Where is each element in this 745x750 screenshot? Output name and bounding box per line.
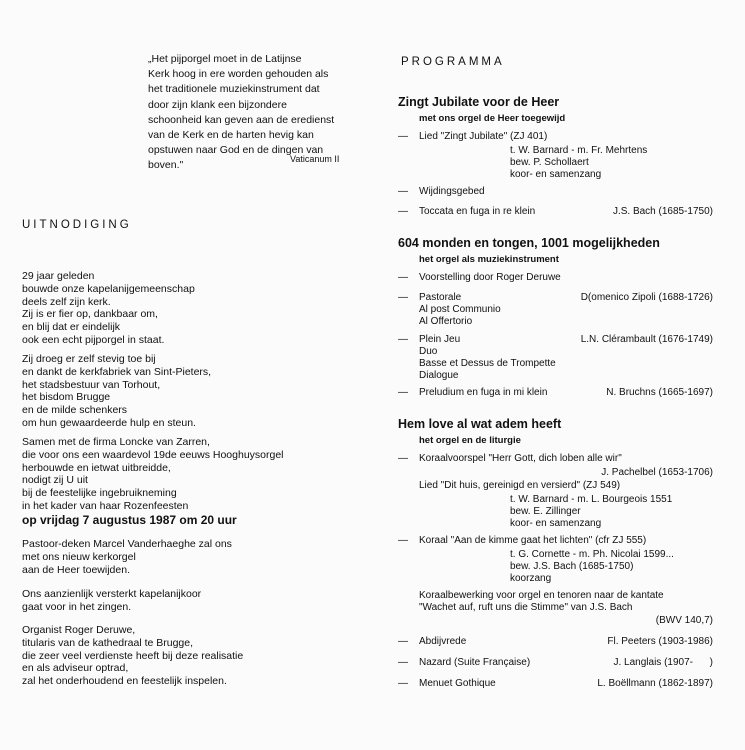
program-item-koraalvoorspel [398,453,713,481]
item-line: Koraalbewerking voor orgel en tenoren naar de kantate [419,590,664,601]
text-line: en dankt de kerkfabriek van Sint-Pieters, [22,365,212,378]
program-item-lied-1 [398,131,713,191]
item-line: Basse et Dessus de Trompette [419,358,556,369]
dash: — [398,657,408,668]
item-title: Abdijvrede [419,636,467,647]
section-3-title: Hem love al wat adem heeft [398,417,562,431]
program-item-plein-jeu [398,334,713,384]
text-line: die voor ons een waardevol 19de eeuws Hooghuysorgel [22,448,284,461]
quote-line: boven." [148,159,184,172]
item-composer: L. Boëllmann (1862-1897) [597,678,713,689]
section-2-title: 604 monden en tongen, 1001 mogelijkheden [398,236,660,250]
item-line: bew. J.S. Bach (1685-1750) [510,561,634,572]
quote-line: opstuwen naar God en de dingen van [148,144,324,157]
text-line: deels zelf zijn kerk. [22,295,111,308]
item-title: Pastorale [419,292,462,303]
dash: — [398,131,408,142]
item-line: t. G. Cornette - m. Ph. Nicolai 1599... [510,549,674,560]
program-heading: PROGRAMMA [401,56,505,68]
quote-line: van de Kerk en de harten hevig kan [148,129,314,142]
paragraph-2 [22,353,342,430]
item-line: bew. E. Zillinger [510,506,581,517]
program-item-koraal [398,535,713,585]
item-composer: J. Langlais (1907- ) [613,657,713,668]
text-line: bouwde onze kapelanijgemeenschap [22,282,195,295]
item-title: Lied "Dit huis, gereinigd en versierd" (ZJ 549) [419,480,621,491]
item-line: bew. P. Schollaert [510,157,589,168]
item-line: "Wachet auf, ruft uns die Stimme" van J.S. Bach [419,602,633,613]
item-title: Nazard (Suite Française) [419,657,531,668]
item-line: Al post Communio [419,304,501,315]
item-composer: L.N. Clérambault (1676-1749) [580,334,713,345]
item-title: Preludium en fuga in mi klein [419,387,548,398]
paragraph-3 [22,436,342,513]
text-line: met ons nieuw kerkorgel [22,550,136,563]
section-1-title: Zingt Jubilate voor de Heer [398,95,560,109]
item-title: Wijdingsgebed [419,186,485,197]
dash: — [398,453,408,464]
quote-line: door zijn klank een bijzondere [148,98,287,111]
text-line: Zij is er fier op, dankbaar om, [22,308,158,321]
section-1-subtitle: met ons orgel de Heer toegewijd [419,113,566,124]
text-line: om hun gewaardeerde hulp en steun. [22,416,196,429]
dash: — [398,535,408,546]
dash: — [398,334,408,345]
dash: — [398,272,408,283]
item-title: Koraalvoorspel "Herr Gott, dich loben alle wir" [419,453,622,464]
text-line: aan de Heer toewijden. [22,563,130,576]
quote-line: het traditionele muziekinstrument dat [148,83,320,96]
item-line: t. W. Barnard - m. L. Bourgeois 1551 [510,494,673,505]
text-line: nodigt zij U uit [22,474,88,487]
text-line: gaat voor in het zingen. [22,600,132,613]
item-composer: Fl. Peeters (1903-1986) [607,636,713,647]
paragraph-6 [22,624,342,688]
quote-line: „Het pijporgel moet in de Latijnse [148,53,302,65]
item-title: Plein Jeu [419,334,461,345]
text-line: ook een echt pijporgel in staat. [22,333,165,346]
item-reference: (BWV 140,7) [655,615,713,626]
text-line: het bisdom Brugge [22,391,111,404]
text-line: en blij dat er eindelijk [22,321,121,334]
dash: — [398,678,408,689]
item-line: koor- en samenzang [510,169,602,180]
section-2-subtitle: het orgel als muziekinstrument [419,254,559,265]
text-line: titularis van de kathedraal te Brugge, [22,636,194,649]
dash: — [398,206,408,217]
program-item-pastorale [398,292,713,332]
text-line: die zeer veel verdienste heeft bij deze realisatie [22,649,244,662]
item-composer: J.S. Bach (1685-1750) [612,206,713,217]
dash: — [398,387,408,398]
dash: — [398,292,408,303]
text-line: Samen met de firma Loncke van Zarren, [22,436,210,448]
text-line: in het kader van haar Rozenfeesten [22,499,189,512]
quote-line: schoonheid kan geven aan de eredienst [148,113,335,126]
program-item-lied-2 [398,480,713,530]
dash: — [398,186,408,197]
quote-line: Kerk hoog in ere worden gehouden als [148,68,329,81]
section-3-subtitle: het orgel en de liturgie [419,435,521,446]
text-line: Zij droeg er zelf stevig toe bij [22,353,156,365]
text-line: herbouwde en ietwat uitbreidde, [22,461,171,474]
quote-source: Vaticanum II [290,154,340,164]
item-line: Dialogue [419,370,459,381]
text-line: Pastoor-deken Marcel Vanderhaeghe zal ons [22,538,232,550]
paragraph-1 [22,270,342,347]
text-line: bij de feestelijke ingebruikneming [22,487,177,500]
item-line: koor- en samenzang [510,518,602,529]
text-line: het stadsbestuur van Torhout, [22,378,161,391]
text-line: Ons aanzienlijk versterkt kapelanijkoor [22,588,202,600]
item-composer: J. Pachelbel (1653-1706) [601,467,713,478]
item-title: Koraal "Aan de kimme gaat het lichten" (cfr ZJ 555) [419,535,647,546]
item-line: Al Offertorio [419,316,473,327]
item-line: Duo [419,346,438,357]
item-title: Lied "Zingt Jubilate" (ZJ 401) [419,131,548,142]
text-line: 29 jaar geleden [22,270,95,282]
item-composer: N. Bruchns (1665-1697) [606,387,713,398]
paragraph-5 [22,588,342,614]
text-line: en als adviseur optrad, [22,662,129,675]
item-title: Voorstelling door Roger Deruwe [419,272,561,283]
item-line: koorzang [510,573,552,584]
item-line: t. W. Barnard - m. Fr. Mehrtens [510,145,648,156]
item-title: Toccata en fuga in re klein [419,206,536,217]
text-line: zal het onderhoudend en feestelijk inspelen. [22,675,227,688]
item-title: Menuet Gothique [419,678,496,689]
invitation-heading: UITNODIGING [22,219,132,231]
program-item-koraalbewerking [398,590,713,630]
paragraph-4 [22,538,342,576]
event-date: op vrijdag 7 augustus 1987 om 20 uur [22,513,237,527]
text-line: Organist Roger Deruwe, [22,624,136,636]
dash: — [398,636,408,647]
item-composer: D(omenico Zipoli (1688-1726) [580,292,713,303]
text-line: en de milde schenkers [22,404,128,417]
